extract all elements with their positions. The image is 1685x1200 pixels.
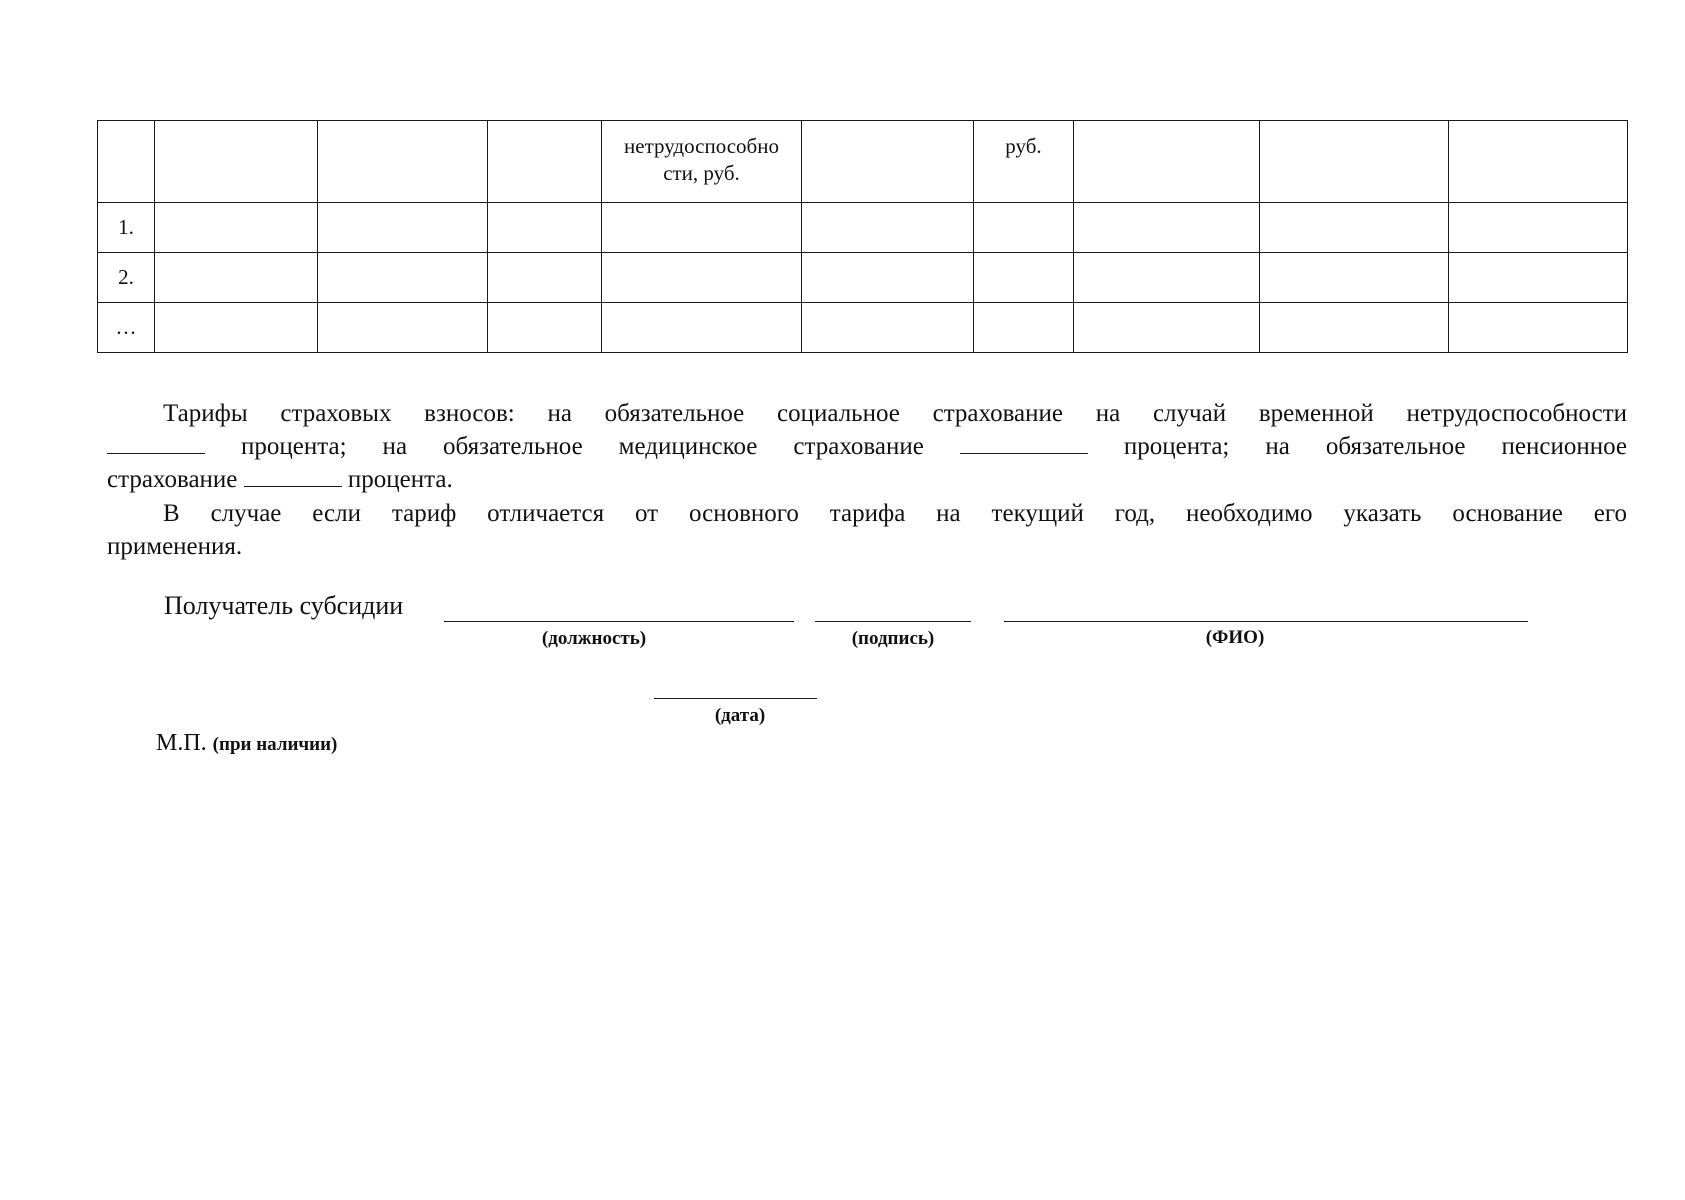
stamp-note: (при наличии) — [212, 734, 338, 755]
table-cell[interactable] — [974, 203, 1074, 253]
header-cell — [1260, 121, 1449, 203]
table-cell[interactable] — [488, 303, 602, 353]
table-header-row — [98, 121, 1628, 203]
table-cell[interactable] — [488, 203, 602, 253]
row-number: 1. — [98, 203, 155, 253]
table-cell[interactable] — [318, 303, 488, 353]
table-cell[interactable] — [1449, 203, 1628, 253]
table-cell[interactable] — [802, 303, 974, 353]
recipient-label: Получатель субсидии — [164, 591, 404, 620]
table-cell[interactable] — [318, 253, 488, 303]
tariffs-line-3 — [107, 463, 1627, 496]
header-cell — [318, 121, 488, 203]
header-cell — [1074, 121, 1260, 203]
table-cell[interactable] — [602, 303, 802, 353]
signature-caption: (подпись) — [851, 628, 935, 649]
table-row — [98, 203, 1628, 253]
table-cell[interactable] — [974, 253, 1074, 303]
table-cell[interactable] — [802, 253, 974, 303]
header-cell — [98, 121, 155, 203]
header-cell — [802, 121, 974, 203]
header-cell — [488, 121, 602, 203]
tariffs-paragraph — [107, 397, 1627, 496]
header-cell-rub: руб. — [974, 121, 1074, 203]
signature-line[interactable] — [815, 621, 971, 622]
basis-line-1: В случае если тариф отличается от основного тарифа на текущий год, необходимо указать основание его — [163, 500, 1627, 527]
table-cell[interactable] — [155, 203, 318, 253]
table-row — [98, 253, 1628, 303]
tariffs-line-3-text-b: процента. — [347, 466, 453, 493]
header-cell — [1449, 121, 1628, 203]
position-signature-line[interactable] — [444, 621, 794, 622]
medical-insurance-rate-field[interactable] — [960, 431, 1088, 454]
pension-insurance-rate-field[interactable] — [244, 464, 342, 487]
table-cell[interactable] — [602, 253, 802, 303]
position-caption: (должность) — [541, 628, 647, 649]
table-cell[interactable] — [1260, 303, 1449, 353]
row-number: 2. — [98, 253, 155, 303]
basis-line-2: применения. — [107, 533, 243, 560]
header-cell-disability: нетрудоспособно сти, руб. — [602, 121, 802, 203]
table-row — [98, 303, 1628, 353]
tariffs-line-1: Тарифы страховых взносов: на обязательное социальное страхование на случай временной нетрудоспособности — [163, 400, 1627, 427]
stamp-place — [156, 730, 337, 757]
report-table — [97, 120, 1628, 353]
table-cell[interactable] — [1074, 203, 1260, 253]
table-cell[interactable] — [1449, 303, 1628, 353]
name-signature-line[interactable] — [1004, 621, 1528, 622]
header-cell — [155, 121, 318, 203]
social-insurance-rate-field[interactable] — [107, 431, 205, 454]
row-number: … — [98, 303, 155, 353]
table-cell[interactable] — [1074, 303, 1260, 353]
table-cell[interactable] — [974, 303, 1074, 353]
table-cell[interactable] — [155, 253, 318, 303]
table-cell[interactable] — [1449, 253, 1628, 303]
date-signature-line[interactable] — [654, 698, 817, 699]
name-caption: (ФИО) — [1205, 627, 1265, 648]
table-cell[interactable] — [802, 203, 974, 253]
tariffs-line-2 — [107, 430, 1627, 463]
tariffs-line-2-text-a: процента; на обязательное медицинское страхование — [241, 433, 924, 460]
stamp-label: М.П. — [156, 730, 207, 756]
table-cell[interactable] — [318, 203, 488, 253]
table-cell[interactable] — [488, 253, 602, 303]
basis-paragraph — [107, 497, 1627, 563]
table-cell[interactable] — [1260, 203, 1449, 253]
table-cell[interactable] — [1074, 253, 1260, 303]
tariffs-line-3-text-a: страхование — [107, 466, 238, 493]
date-caption: (дата) — [714, 705, 766, 726]
table-cell[interactable] — [1260, 253, 1449, 303]
table-cell[interactable] — [602, 203, 802, 253]
table-cell[interactable] — [155, 303, 318, 353]
tariffs-line-2-text-b: процента; на обязательное пенсионное — [1123, 433, 1628, 460]
